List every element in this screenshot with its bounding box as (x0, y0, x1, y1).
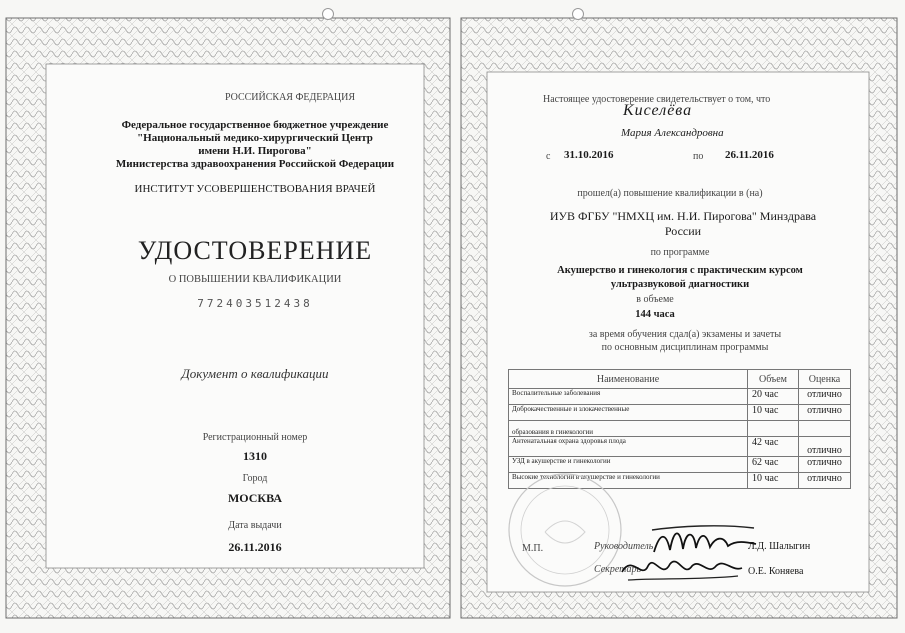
header-volume: Объем (748, 370, 799, 389)
program-line-2: ультразвуковой диагностики (610, 279, 750, 290)
table-row (509, 421, 851, 437)
reg-value: 1310 (243, 449, 267, 463)
secretary-name: О.Е. Коняева (748, 566, 804, 577)
from-label: с (546, 151, 551, 162)
row-name: Высокие технологии в акушерстве и гинекологии (509, 473, 748, 489)
punch-hole-right (572, 8, 584, 20)
row-grade: отлично (799, 405, 851, 421)
secretary-signature (618, 550, 748, 586)
reg-label: Регистрационный номер (202, 432, 308, 443)
row-grade: отлично (799, 457, 851, 473)
table-header-row (509, 370, 851, 389)
volume-value: 144 часа (635, 309, 675, 320)
org-line-4: Министерства здравоохранения Российской Федерации (115, 158, 395, 170)
row-volume: 20 час (748, 389, 799, 405)
surname: Киселёва (623, 102, 693, 119)
table-row (509, 437, 851, 457)
exams-line-1: за время обучения сдал(а) экзамены и зачеты (588, 329, 782, 340)
from-date: 31.10.2016 (564, 149, 614, 161)
doc-number: 772403512438 (197, 297, 313, 310)
row-volume: 42 час (748, 437, 799, 457)
table-row (509, 389, 851, 405)
org-line-1: Федеральное государственное бюджетное учреждение (121, 119, 389, 131)
row-name: УЗД в акушерстве и гинекологии (509, 457, 748, 473)
mp-label: М.П. (522, 543, 544, 554)
program-line-1: Акушерство и гинекология с практическим курсом (557, 265, 803, 276)
header-name: Наименование (509, 370, 748, 389)
intro-text: Настоящее удостоверение свидетельствует о том, что (543, 94, 771, 105)
table-row (509, 405, 851, 421)
city-value: МОСКВА (227, 491, 283, 505)
to-label: по (693, 151, 704, 162)
country: РОССИЙСКАЯ ФЕДЕРАЦИЯ (224, 92, 356, 103)
org-line-2: "Национальный медико-хирургический Центр (137, 132, 373, 144)
secretary-label: Секретарь (594, 564, 642, 575)
exams-line-2: по основным дисциплинам программы (601, 342, 769, 353)
row-grade (799, 421, 851, 437)
header-grade: Оценка (799, 370, 851, 389)
date-value: 26.11.2016 (228, 540, 282, 554)
row-volume: 10 час (748, 473, 799, 489)
row-grade: отлично (799, 437, 851, 457)
volume-label: в объеме (636, 294, 674, 305)
institution-line-2: России (664, 224, 702, 238)
institution-line-1: ИУВ ФГБУ "НМХЦ им. Н.И. Пирогова" Минздрава (549, 209, 817, 223)
row-name: Доброкачественные и злокачественные (509, 405, 748, 421)
doc-title: УДОСТОВЕРЕНИЕ (137, 236, 373, 265)
row-name: Антенатальная охрана здоровья плода (509, 437, 748, 457)
org-line-3: имени Н.И. Пирогова" (198, 145, 312, 157)
doc-kind: Документ о квалификации (181, 366, 329, 381)
punch-hole-left (322, 8, 334, 20)
head-name: Л.Д. Шалыгин (748, 541, 811, 552)
row-name: Воспалительные заболевания (509, 389, 748, 405)
row-name: образования в гинекологии (509, 421, 748, 437)
row-volume: 10 час (748, 405, 799, 421)
row-grade: отлично (799, 473, 851, 489)
to-date: 26.11.2016 (725, 149, 774, 161)
doc-subtitle: О ПОВЫШЕНИИ КВАЛИФИКАЦИИ (168, 274, 342, 285)
date-label: Дата выдачи (228, 520, 282, 531)
full-name: Мария Александровна (621, 127, 724, 139)
city-label: Город (242, 473, 268, 484)
row-grade: отлично (799, 389, 851, 405)
head-label: Руководитель (594, 541, 654, 552)
row-volume: 62 час (748, 457, 799, 473)
program-label: по программе (650, 247, 710, 258)
passed-text: прошел(а) повышение квалификации в (на) (577, 188, 763, 199)
institute: ИНСТИТУТ УСОВЕРШЕНСТВОВАНИЯ ВРАЧЕЙ (134, 183, 376, 195)
row-volume (748, 421, 799, 437)
